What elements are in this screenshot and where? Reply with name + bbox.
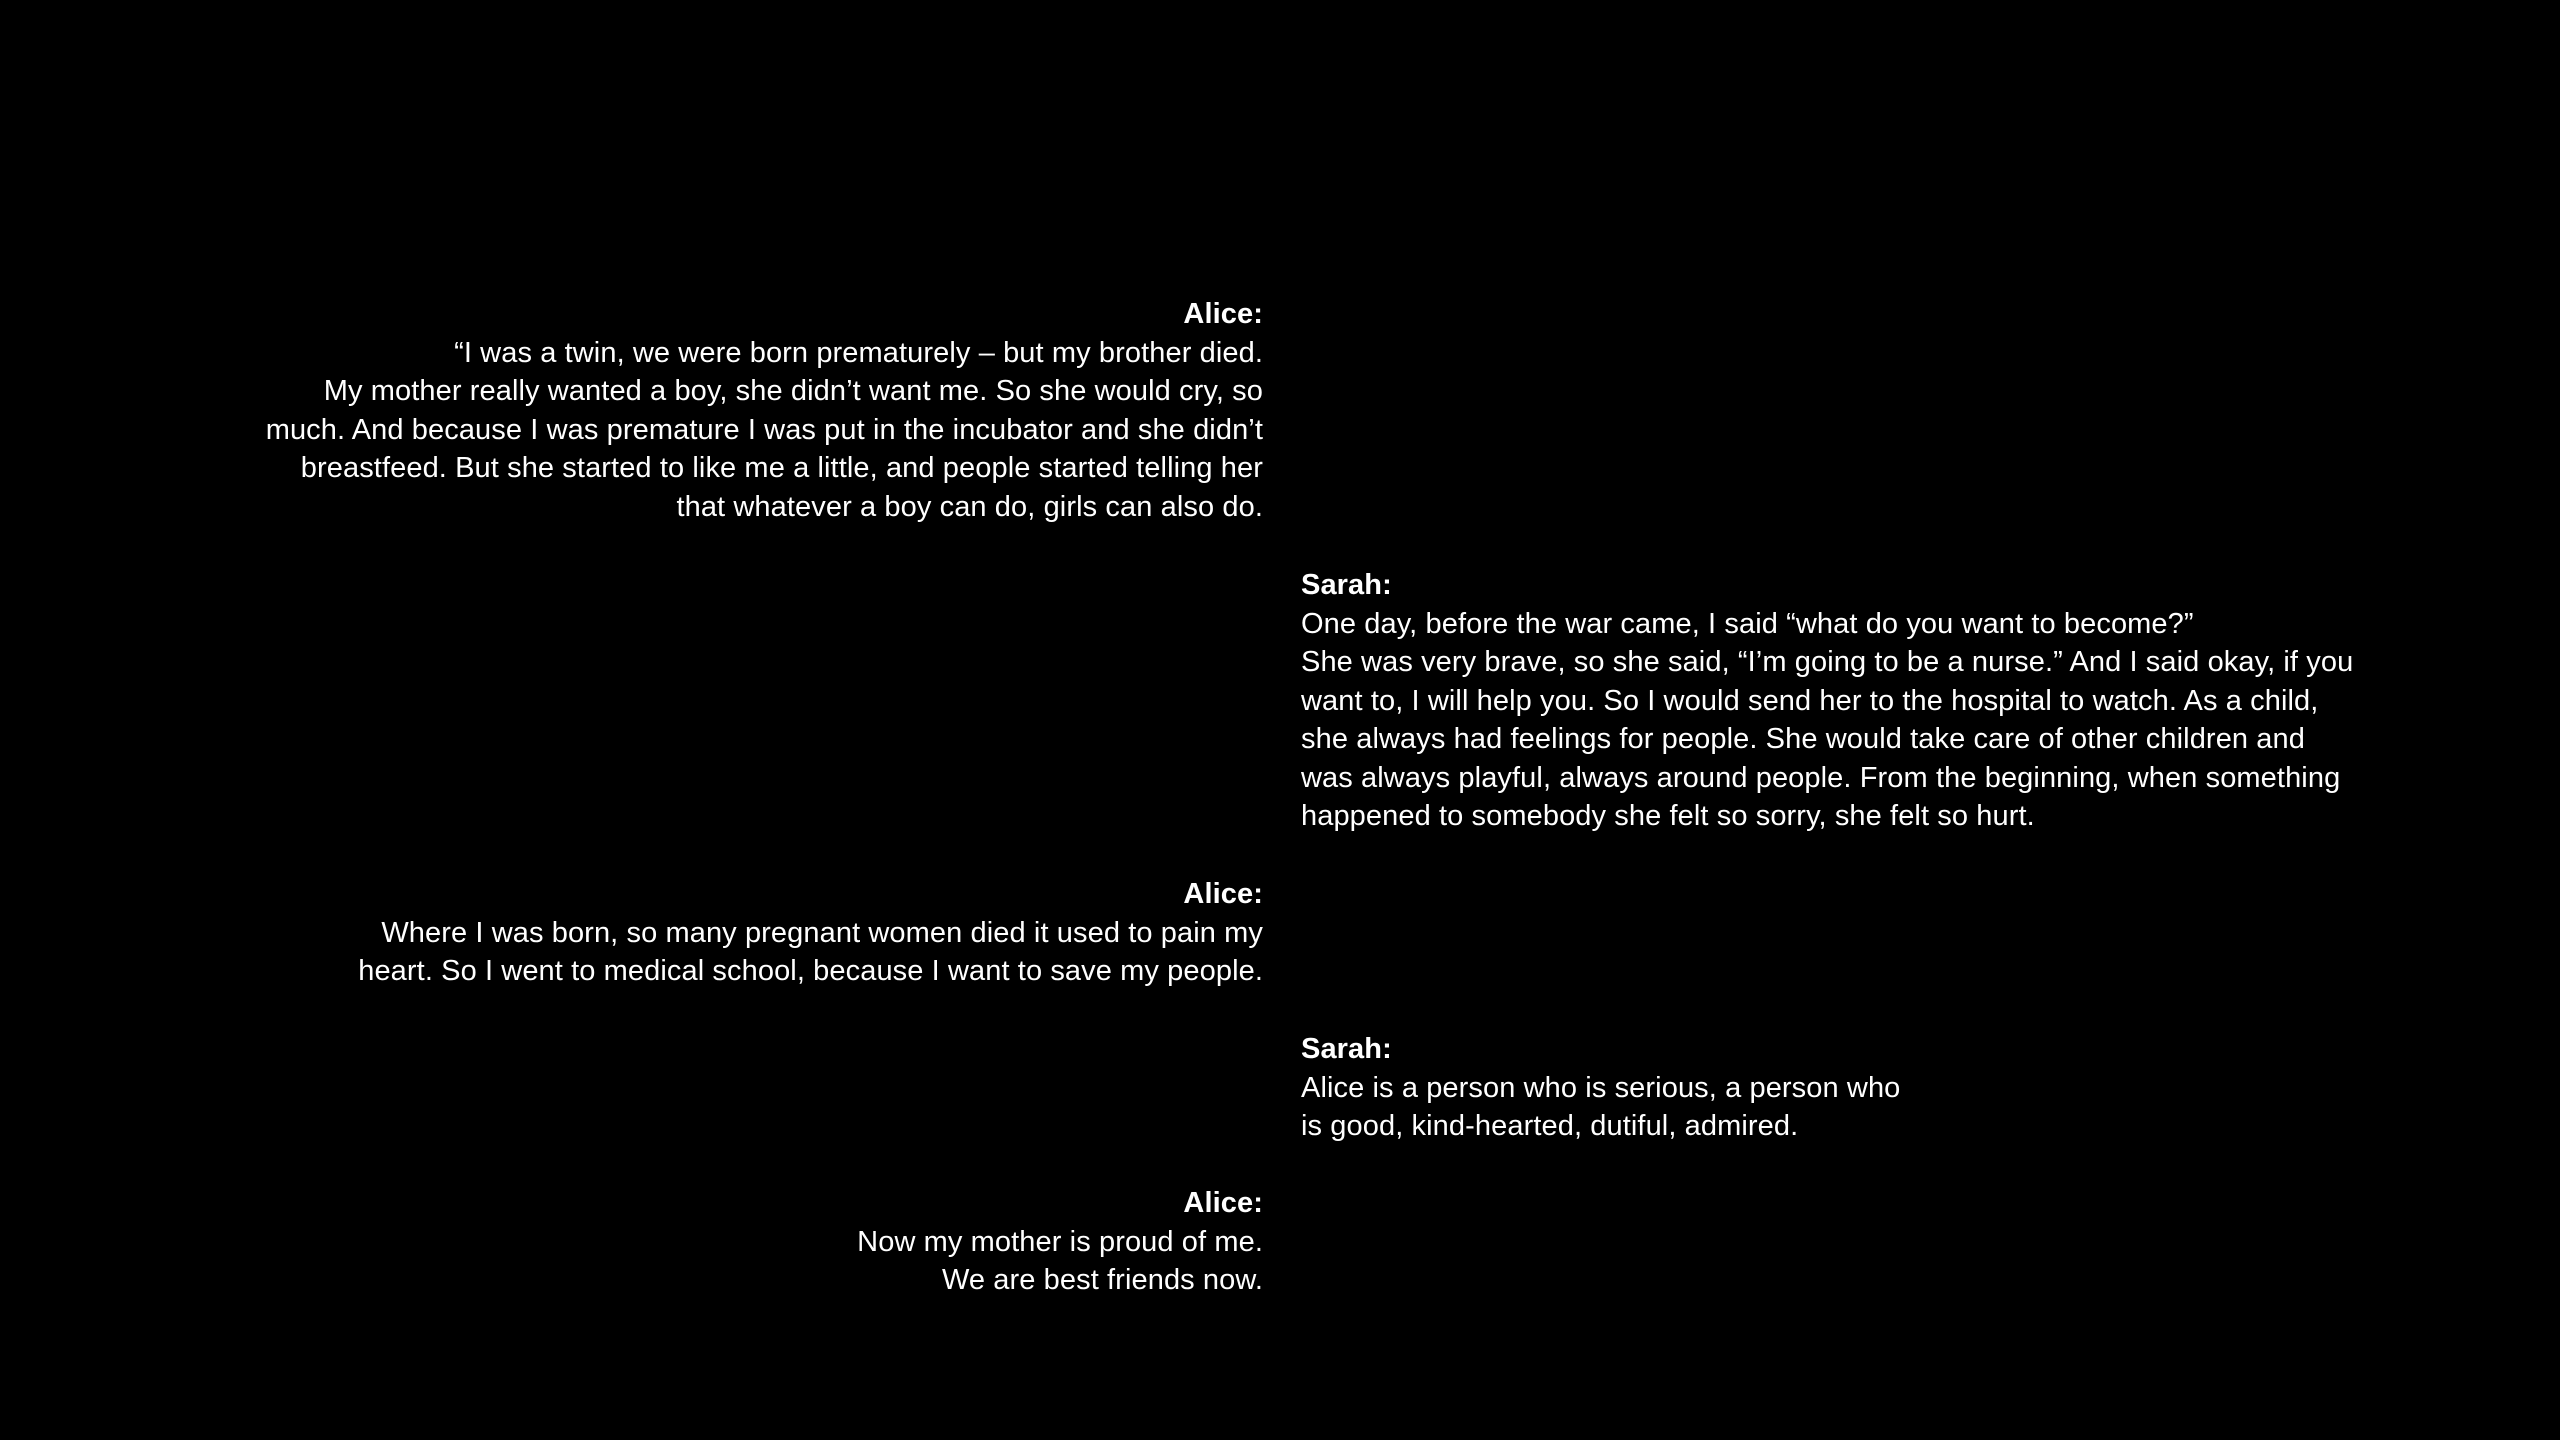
quote-line: “I was a twin, we were born prematurely – but my brother died.	[454, 336, 1263, 369]
quote-line: that whatever a boy can do, girls can also do.	[676, 490, 1263, 523]
quote-line: breastfeed. But she started to like me a little, and people started telling her	[300, 452, 1263, 484]
dialogue-block-alice-3	[857, 1184, 1263, 1300]
quote-line: My mother really wanted a boy, she didn’t want me. So she would cry, so	[323, 375, 1263, 407]
quote-line: was always playful, always around people. From the beginning, when something	[1301, 761, 2341, 794]
quote-line: She was very brave, so she said, “I’m going to be a nurse.” And I said okay, if you	[1301, 646, 2354, 678]
speaker-name: Alice:	[1183, 298, 1263, 330]
speaker-name: Sarah:	[1301, 1033, 1392, 1065]
quote-line: One day, before the war came, I said “what do you want to become?”	[1301, 607, 2194, 640]
quote-line: is good, kind-hearted, dutiful, admired.	[1301, 1110, 1799, 1142]
dialogue-block-sarah-1	[1301, 566, 2353, 836]
quote-line: want to, I will help you. So I would send her to the hospital to watch. As a child,	[1301, 684, 2319, 717]
speaker-name: Sarah:	[1301, 569, 1392, 601]
dialogue-block-alice-1	[266, 295, 1263, 526]
quote-line: We are best friends now.	[941, 1264, 1263, 1296]
speaker-name: Alice:	[1183, 878, 1263, 910]
quote-line: happened to somebody she felt so sorry, she felt so hurt.	[1301, 800, 2035, 832]
speaker-name: Alice:	[1183, 1187, 1263, 1219]
dialogue-block-sarah-2	[1301, 1030, 1900, 1146]
quote-line: heart. So I went to medical school, because I want to save my people.	[358, 955, 1263, 987]
quote-line: much. And because I was premature I was put in the incubator and she didn’t	[265, 413, 1263, 446]
dialogue-block-alice-2	[358, 875, 1263, 991]
quote-line: Alice is a person who is serious, a person who	[1301, 1071, 1901, 1104]
quote-line: she always had feelings for people. She would take care of other children and	[1301, 723, 2305, 755]
quote-line: Now my mother is proud of me.	[857, 1225, 1263, 1258]
quote-line: Where I was born, so many pregnant women died it used to pain my	[381, 916, 1263, 949]
